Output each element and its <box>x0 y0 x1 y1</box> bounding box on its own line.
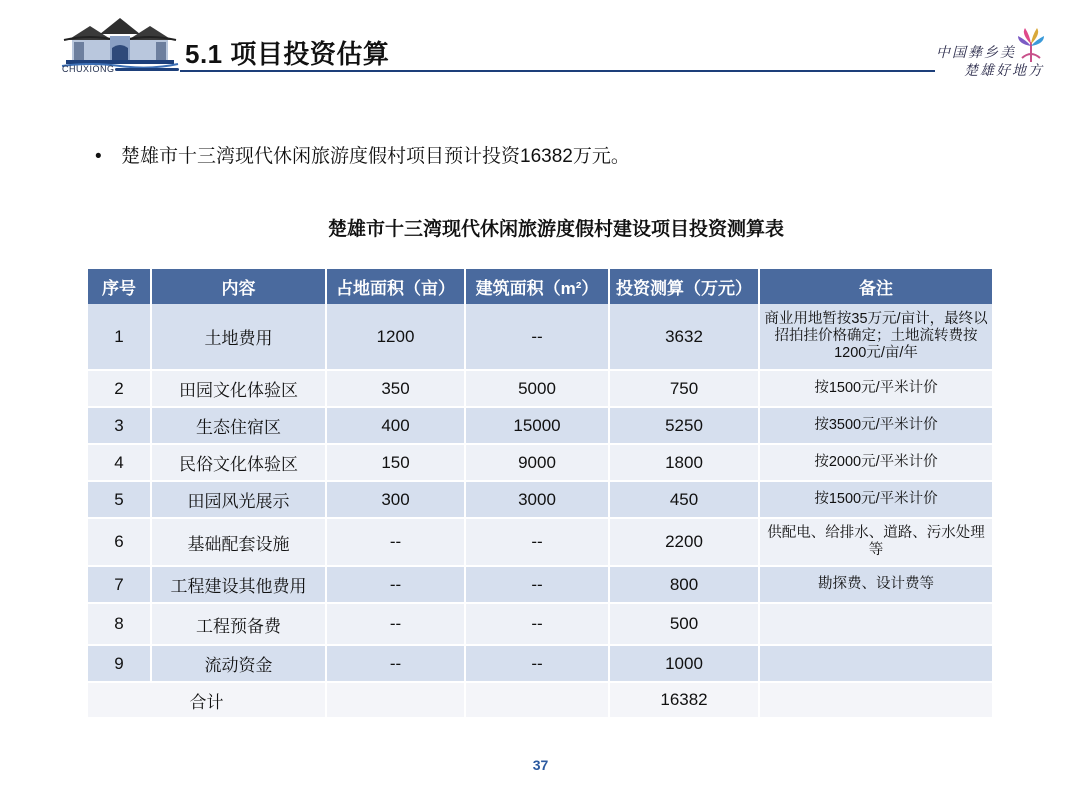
bullet-symbol: • <box>95 146 102 167</box>
cell-building: 15000 <box>465 407 609 444</box>
cell-land: 150 <box>326 444 465 481</box>
cell-content: 基础配套设施 <box>151 518 326 566</box>
cell-content: 工程建设其他费用 <box>151 566 326 603</box>
title-divider <box>180 70 935 72</box>
cell-no: 3 <box>88 407 151 444</box>
table-row <box>88 370 992 407</box>
table-row <box>88 444 992 481</box>
total-note <box>759 682 992 718</box>
table-total-row <box>88 682 992 718</box>
page-title: 5.1 项目投资估算 <box>185 39 390 69</box>
header-investment: 投资测算（万元） <box>609 269 759 304</box>
cell-invest: 500 <box>609 603 759 645</box>
brand-slogan-line1: 中国彝乡美 <box>936 45 1016 61</box>
table-row <box>88 603 992 645</box>
total-label: 合计 <box>88 682 326 718</box>
cell-note: 按2000元/平米计价 <box>759 444 992 481</box>
header-building-area: 建筑面积（m²） <box>465 269 609 304</box>
cell-content: 土地费用 <box>151 304 326 370</box>
page-number: 37 <box>532 757 549 773</box>
cell-building: 9000 <box>465 444 609 481</box>
cell-no: 2 <box>88 370 151 407</box>
table-row <box>88 304 992 370</box>
slide-header <box>0 0 1077 90</box>
cell-content: 生态住宿区 <box>151 407 326 444</box>
brand-slogan-line2: 楚雄好地方 <box>964 63 1044 79</box>
cell-invest: 1000 <box>609 645 759 682</box>
cell-content: 流动资金 <box>151 645 326 682</box>
cell-content: 田园风光展示 <box>151 481 326 518</box>
cell-building: -- <box>465 645 609 682</box>
cell-invest: 1800 <box>609 444 759 481</box>
cell-invest: 800 <box>609 566 759 603</box>
cell-invest: 3632 <box>609 304 759 370</box>
cell-content: 田园文化体验区 <box>151 370 326 407</box>
cell-building: -- <box>465 518 609 566</box>
flower-logo-icon <box>1016 28 1046 64</box>
cell-note: 勘探费、设计费等 <box>759 566 992 603</box>
cell-building: 3000 <box>465 481 609 518</box>
summary-text: 楚雄市十三湾现代休闲旅游度假村项目预计投资16382万元。 <box>121 146 630 167</box>
cell-building: 5000 <box>465 370 609 407</box>
summary-bullet <box>95 141 630 168</box>
cell-no: 1 <box>88 304 151 370</box>
cell-no: 6 <box>88 518 151 566</box>
cell-land: -- <box>326 645 465 682</box>
cell-building: -- <box>465 566 609 603</box>
cell-land: -- <box>326 566 465 603</box>
table-row <box>88 481 992 518</box>
table-title: 楚雄市十三湾现代休闲旅游度假村建设项目投资测算表 <box>327 219 784 240</box>
cell-note <box>759 603 992 645</box>
table-row <box>88 645 992 682</box>
cell-no: 5 <box>88 481 151 518</box>
logo-underline <box>115 68 179 71</box>
header-note: 备注 <box>759 269 992 304</box>
cell-invest: 450 <box>609 481 759 518</box>
cell-no: 9 <box>88 645 151 682</box>
cell-note: 商业用地暂按35万元/亩计，最终以招拍挂价格确定；土地流转费按1200元/亩/年 <box>759 304 992 370</box>
cell-note: 按1500元/平米计价 <box>759 481 992 518</box>
total-building <box>465 682 609 718</box>
cell-note: 供配电、给排水、道路、污水处理等 <box>759 518 992 566</box>
table-row <box>88 566 992 603</box>
cell-note: 按3500元/平米计价 <box>759 407 992 444</box>
cell-land: 350 <box>326 370 465 407</box>
table-row <box>88 407 992 444</box>
total-invest: 16382 <box>609 682 759 718</box>
cell-building: -- <box>465 304 609 370</box>
cell-building: -- <box>465 603 609 645</box>
cell-invest: 750 <box>609 370 759 407</box>
cell-invest: 2200 <box>609 518 759 566</box>
table-row <box>88 518 992 566</box>
cell-content: 民俗文化体验区 <box>151 444 326 481</box>
cell-land: -- <box>326 603 465 645</box>
header-land-area: 占地面积（亩） <box>326 269 465 304</box>
total-land <box>326 682 465 718</box>
cell-no: 7 <box>88 566 151 603</box>
cell-land: 400 <box>326 407 465 444</box>
cell-invest: 5250 <box>609 407 759 444</box>
header-content: 内容 <box>151 269 326 304</box>
cell-content: 工程预备费 <box>151 603 326 645</box>
cell-no: 4 <box>88 444 151 481</box>
table-header-row <box>88 269 992 304</box>
cell-land: 300 <box>326 481 465 518</box>
cell-note: 按1500元/平米计价 <box>759 370 992 407</box>
cell-note <box>759 645 992 682</box>
logo-caption: CHUXIONG <box>62 64 115 74</box>
cell-land: 1200 <box>326 304 465 370</box>
cell-no: 8 <box>88 603 151 645</box>
cell-land: -- <box>326 518 465 566</box>
header-no: 序号 <box>88 269 151 304</box>
investment-table <box>88 269 992 719</box>
